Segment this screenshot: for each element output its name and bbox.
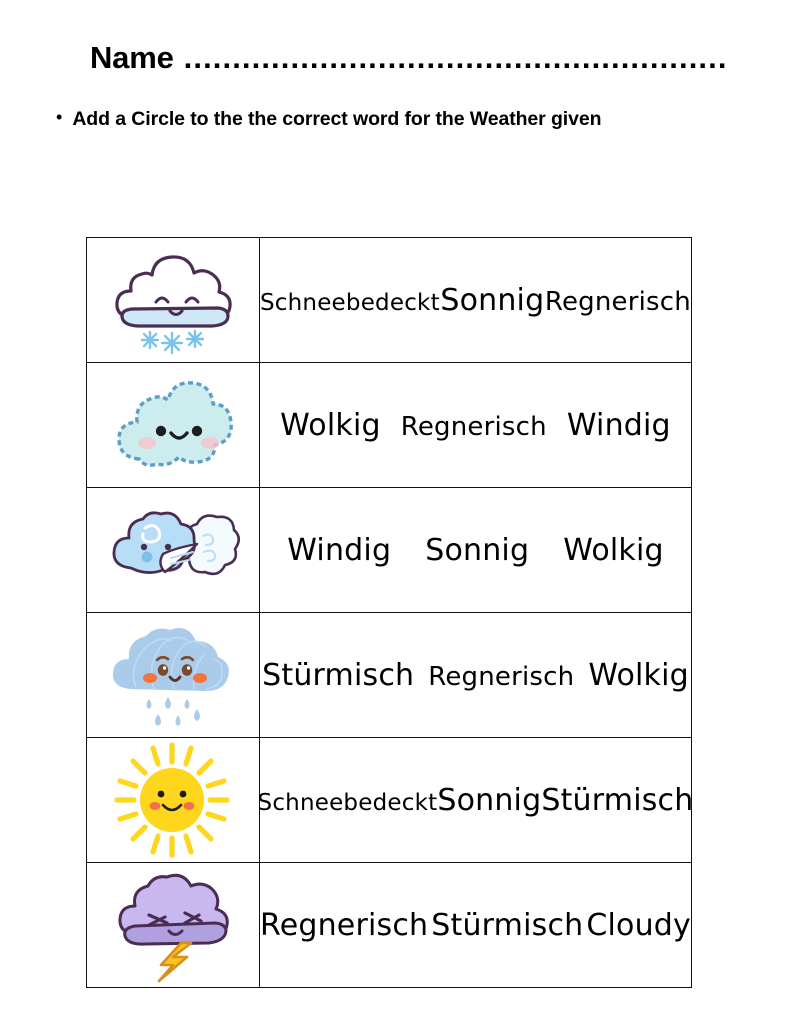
word-option[interactable]: Wolkig [280,407,381,443]
words-cell [260,863,692,988]
word-option[interactable]: Sonnig [425,532,530,568]
words-cell [260,488,692,613]
word-choice-group [260,658,691,693]
icon-cell [87,238,260,363]
word-option[interactable]: Stürmisch [431,907,584,943]
table-row [87,863,692,988]
name-write-in-line[interactable]: ........................................................ [183,40,728,75]
word-option[interactable]: Windig [287,532,392,568]
word-choice-group [260,408,691,443]
word-choice-group [260,283,691,318]
instruction-row [56,108,601,131]
icon-cell [87,363,260,488]
word-option[interactable]: Regnerisch [260,907,429,943]
icon-cell [87,863,260,988]
word-option[interactable]: Wolkig [588,657,689,693]
icon-cell [87,613,260,738]
word-option[interactable]: Cloudy [586,907,691,943]
words-cell [260,238,692,363]
word-option[interactable]: Windig [566,407,671,443]
icon-cell [87,738,260,863]
word-choice-group [260,908,691,943]
weather-worksheet-table [86,237,692,988]
table-row [87,363,692,488]
table-row [87,488,692,613]
word-option[interactable]: Stürmisch [541,782,694,818]
words-cell [260,363,692,488]
cloudy-cloud-icon [87,364,257,486]
table-row [87,238,692,363]
rain-cloud-icon [87,614,257,736]
table-row [87,738,692,863]
windy-cloud-icon [87,489,257,611]
word-option[interactable]: Schneebedeckt [260,289,440,316]
snow-cloud-icon [87,239,257,361]
words-cell [260,613,692,738]
storm-cloud-icon [87,864,257,986]
table-body [87,238,692,988]
word-option[interactable]: Sonnig [437,782,542,818]
word-choice-group [260,533,691,568]
name-field-row [90,40,730,76]
bullet-icon: • [56,107,63,127]
icon-cell [87,488,260,613]
word-option[interactable]: Schneebedeckt [257,789,438,816]
word-option[interactable]: Sonnig [440,282,545,318]
table-row [87,613,692,738]
page-title: Name [90,40,174,75]
word-option[interactable]: Regnerisch [544,286,691,317]
sun-icon [87,739,257,861]
word-choice-group [257,782,694,818]
word-option[interactable]: Regnerisch [428,661,575,692]
word-option[interactable]: Stürmisch [262,657,415,693]
word-option[interactable]: Regnerisch [400,411,547,442]
instruction-text: Add a Circle to the the correct word for the Weather given [72,108,602,130]
word-option[interactable]: Wolkig [563,532,664,568]
words-cell [257,738,694,863]
